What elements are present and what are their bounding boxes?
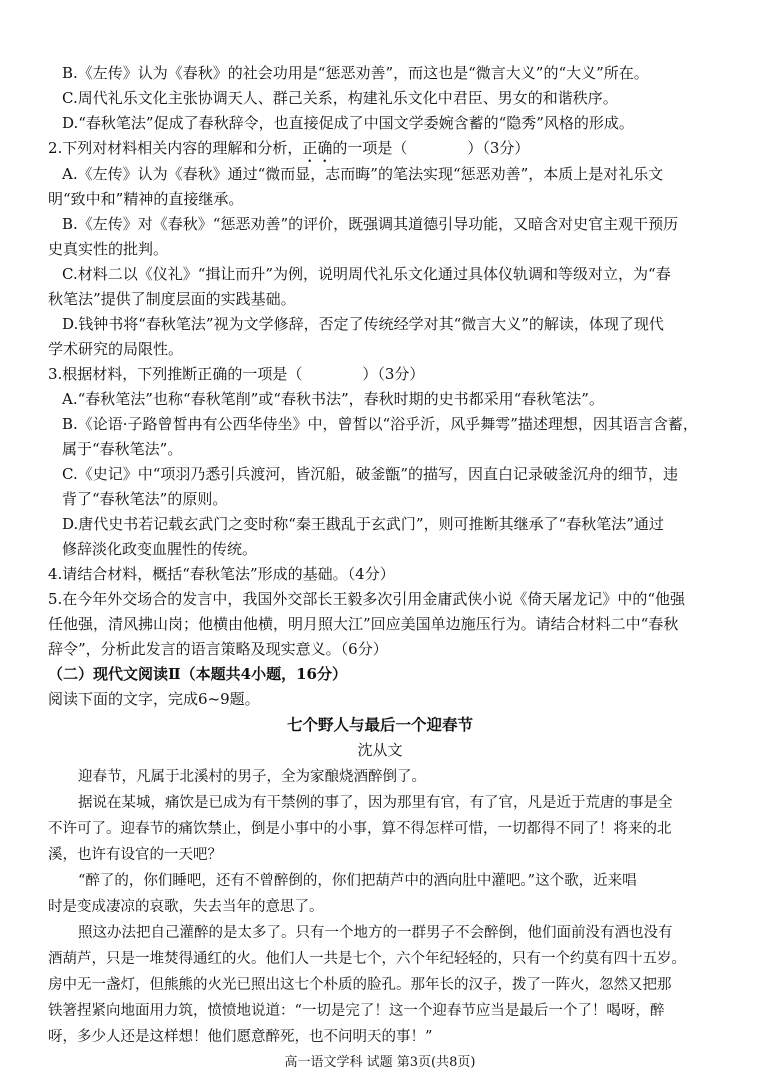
section-heading: （二）现代文阅读Ⅱ（本题共4小题，16分） [48,665,347,683]
q2-option-a-line2: 明“致中和”精神的直接继承。 [48,190,244,208]
q2-option-b-line1: B.《左传》对《春秋》“惩恶劝善”的评价，既强调其道德引导功能，又暗含对史官主观干预历 [62,215,679,233]
page-footer: 高一语文学科 试题 第3页(共8页) [284,1055,476,1070]
passage-p1: 迎春节，凡属于北溪村的男子，全为家酿烧酒醉倒了。 [78,769,426,785]
q2-stem-pre: 2.下列对材料相关内容的理解和分析， [48,139,303,157]
passage-p4-line1: 照这办法把自己灌醉的是太多了。只有一个地方的一群男子不会醉倒，他们面前没有酒也没有 [78,925,673,941]
passage-p4-line3: 房中无一盏灯，但熊熊的火光已照出这七个朴质的脸孔。那年长的汉子，拨了一阵火，忽然又把那 [48,977,672,993]
q3-option-d-line1: D.唐代史书若记载玄武门之变时称“秦王戡乱于玄武门”，则可推断其继承了“春秋笔法”通过 [62,515,664,533]
q2-option-c-line1: C.材料二以《仪礼》“揖让而升”为例，说明周代礼乐文化通过具体仪轨调和等级对立，为“春 [62,265,671,283]
q3-option-a: A.“春秋笔法”也称“春秋笔削”或“春秋书法”，春秋时期的史书都采用“春秋笔法”。 [62,390,604,408]
passage-p3-line1: “醉了的，你们睡吧，还有不曾醉倒的，你们把葫芦中的酒向肚中灌吧。”这个歌，近来唱 [78,873,637,889]
q2-option-c-line2: 秋笔法”提供了制度层面的实践基础。 [48,290,296,308]
q2-option-d-line2: 学术研究的局限性。 [48,340,184,358]
q3-stem: 3.根据材料，下列推断正确的一项是（ ）（3分） [48,365,425,383]
q2-option-d-line1: D.钱钟书将“春秋笔法”视为文学修辞，否定了传统经学对其“微言大义”的解读，体现了现代 [62,315,664,333]
q2-option-a-line1: A.《左传》认为《春秋》通过“微而显，志而晦”的笔法实现“惩恶劝善”，本质上是对礼乐文 [62,165,664,183]
q3-option-d-line2: 修辞淡化政变血腥性的传统。 [62,540,258,558]
q1-option-b: B.《左传》认为《春秋》的社会功用是“惩恶劝善”，而这也是“微言大义”的“大义”所在。 [62,64,649,82]
passage-p3-line2: 时是变成凄凉的哀歌，失去当年的意思了。 [48,899,324,915]
q1-option-d: D.“春秋笔法”促成了春秋辞令，也直接促成了中国文学委婉含蓄的“隐秀”风格的形成。 [62,114,634,132]
passage-p2-line1: 据说在某城，痛饮是已成为有干禁例的事了，因为那里有官，有了官，凡是近于荒唐的事是全 [78,795,673,811]
q5-line3: 辞令”，分析此发言的语言策略及现实意义。（6分） [48,640,388,658]
section-instruction: 阅读下面的文字，完成6~9题。 [48,690,260,708]
q3-option-b-line2: 属于“春秋笔法”。 [62,440,183,458]
q1-option-c: C.周代礼乐文化主张协调天人、群己关系，构建礼乐文化中君臣、男女的和谐秩序。 [62,89,618,107]
q2-option-b-line2: 史真实性的批判。 [48,240,169,258]
passage-p2-line3: 溪，也许有设官的一天吧？ [48,847,222,863]
passage-p2-line2: 不许可了。迎春节的痛饮禁止，倒是小事中的小事，算不得怎样可惜，一切都得不同了！将来的北 [48,821,672,837]
passage-p4-line2: 酒葫芦，只是一堆焚得通红的火。他们人一共是七个，六个年纪轻轻的，只有一个约莫有四十五岁。 [48,951,686,967]
q4-stem: 4.请结合材料，概括“春秋笔法”形成的基础。（4分） [48,565,395,583]
q5-line1: 5.在今年外交场合的发言中，我国外交部长王毅多次引用金庸武侠小说《倚天屠龙记》中的“他强 [48,590,685,608]
q5-line2: 任他强，清风拂山岗；他横由他横，明月照大江”回应美国单边施压行为。请结合材料二中“春秋 [48,615,679,633]
passage-title: 七个野人与最后一个迎春节 [286,715,473,734]
q3-option-b-line1: B.《论语·子路曾皙冉有公西华侍坐》中，曾皙以“浴乎沂，风乎舞雩”描述理想，因其语言含蓄， [62,415,698,433]
passage-p4-line5: 呀，多少人还是这样想！他们愿意醉死，也不问明天的事！” [48,1029,433,1045]
q3-option-c-line1: C.《史记》中“项羽乃悉引兵渡河，皆沉船，破釜甑”的描写，因直白记录破釜沉舟的细节，违 [62,465,679,483]
q2-stem [48,138,529,166]
q2-stem-emphasis: 正确 [302,139,333,157]
q3-option-c-line2: 背了“春秋笔法”的原则。 [62,490,228,508]
passage-author: 沈从文 [357,741,403,759]
q2-stem-post: 的一项是（ ）（3分） [332,139,530,157]
passage-p4-line4: 铁箸捏紧向地面用力筑，愤愤地说道：“一切是完了！这一个迎春节应当是最后一个了！喝呀，醉 [48,1003,665,1019]
